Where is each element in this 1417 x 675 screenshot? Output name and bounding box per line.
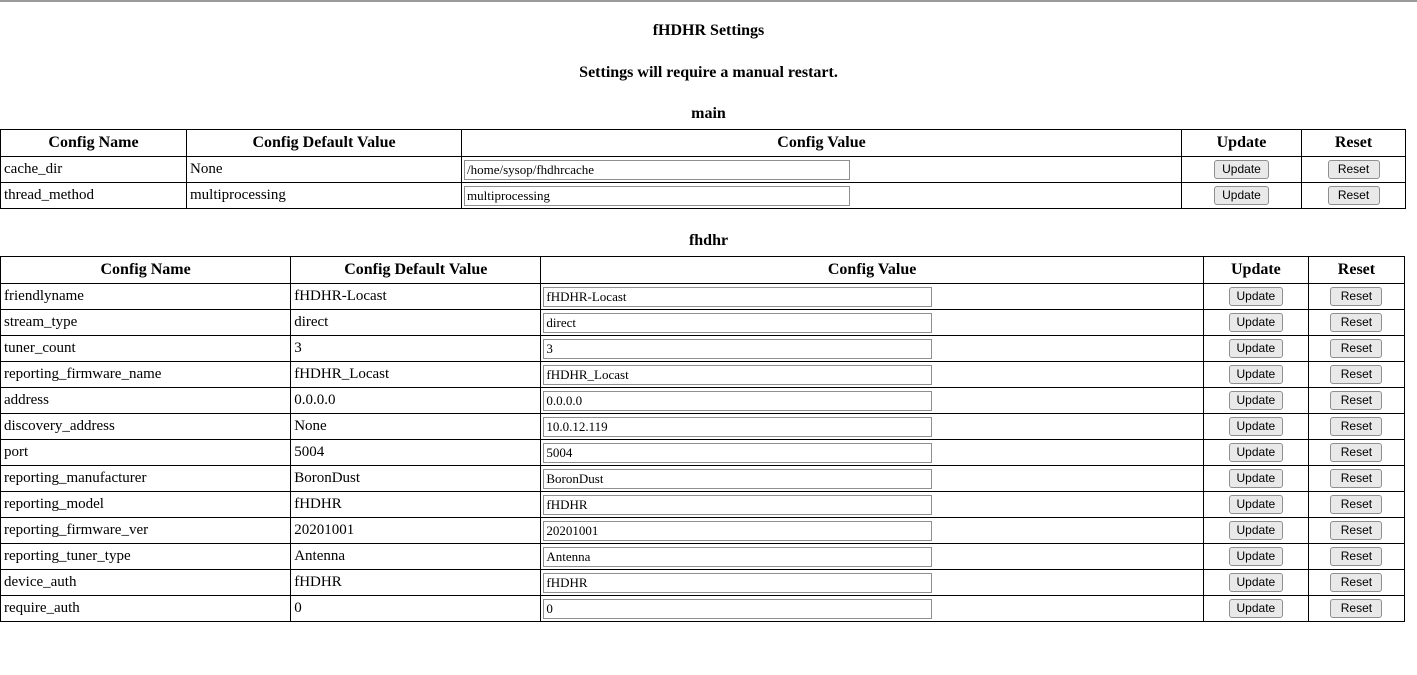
reset-button[interactable]: Reset [1330,443,1382,462]
reset-button[interactable]: Reset [1330,573,1382,592]
column-header-name: Config Name [1,130,187,157]
page-title: fHDHR Settings [652,22,765,39]
config-default-cell: multiprocessing [187,183,462,209]
config-value-input[interactable] [543,495,932,515]
config-name-cell: reporting_manufacturer [1,466,291,492]
reset-cell [1308,336,1404,362]
reset-cell [1308,544,1404,570]
table-row [1,414,1405,440]
config-value-input[interactable] [464,160,850,180]
update-cell [1182,157,1302,183]
table-row [1,310,1405,336]
reset-button[interactable]: Reset [1330,495,1382,514]
update-cell [1203,492,1308,518]
config-default-cell: 20201001 [291,518,541,544]
table-header-row [1,257,1405,284]
table-row [1,440,1405,466]
section-title-fhdhr: fhdhr [688,232,729,249]
config-default-cell: Antenna [291,544,541,570]
config-value-input[interactable] [543,521,932,541]
config-default-cell: fHDHR [291,492,541,518]
config-name-cell: thread_method [1,183,187,209]
config-value-cell [462,183,1182,209]
reset-button[interactable]: Reset [1330,599,1382,618]
reset-button[interactable]: Reset [1330,521,1382,540]
reset-cell [1308,596,1404,622]
config-default-cell: 3 [291,336,541,362]
update-cell [1203,518,1308,544]
update-cell [1203,388,1308,414]
update-cell [1182,183,1302,209]
table-row [1,388,1405,414]
config-value-cell [541,310,1203,336]
config-default-cell: 5004 [291,440,541,466]
config-value-cell [541,388,1203,414]
reset-cell [1308,440,1404,466]
update-button[interactable]: Update [1229,547,1284,566]
reset-button[interactable]: Reset [1330,313,1382,332]
config-value-input[interactable] [464,186,850,206]
update-cell [1203,466,1308,492]
reset-button[interactable]: Reset [1330,287,1382,306]
table-row [1,570,1405,596]
update-button[interactable]: Update [1229,391,1284,410]
config-default-cell: 0.0.0.0 [291,388,541,414]
config-value-cell [541,414,1203,440]
reset-cell [1308,362,1404,388]
section-title-main: main [691,105,726,122]
config-value-input[interactable] [543,391,932,411]
config-value-cell [541,440,1203,466]
table-row [1,157,1406,183]
page-subtitle: Settings will require a manual restart. [579,64,838,81]
update-button[interactable]: Update [1229,521,1284,540]
config-value-input[interactable] [543,417,932,437]
config-default-cell: fHDHR_Locast [291,362,541,388]
update-button[interactable]: Update [1229,495,1284,514]
config-default-cell: BoronDust [291,466,541,492]
table-row [1,518,1405,544]
config-value-input[interactable] [543,547,932,567]
config-name-cell: address [1,388,291,414]
config-name-cell: reporting_firmware_name [1,362,291,388]
config-name-cell: reporting_firmware_ver [1,518,291,544]
column-header-update: Update [1203,257,1308,284]
update-button[interactable]: Update [1229,443,1284,462]
config-name-cell: discovery_address [1,414,291,440]
config-value-cell [541,362,1203,388]
update-button[interactable]: Update [1229,339,1284,358]
config-name-cell: reporting_model [1,492,291,518]
config-value-cell [541,596,1203,622]
update-button[interactable]: Update [1229,469,1284,488]
settings-table-fhdhr [0,256,1405,622]
update-cell [1203,336,1308,362]
column-header-name: Config Name [1,257,291,284]
config-value-input[interactable] [543,443,932,463]
config-name-cell: device_auth [1,570,291,596]
reset-cell [1308,388,1404,414]
config-default-cell: fHDHR [291,570,541,596]
reset-button[interactable]: Reset [1330,365,1382,384]
update-button[interactable]: Update [1214,186,1269,205]
config-value-cell [541,518,1203,544]
column-header-value: Config Value [462,130,1182,157]
column-header-default: Config Default Value [187,130,462,157]
config-default-cell: fHDHR-Locast [291,284,541,310]
top-divider [0,0,1417,2]
reset-button[interactable]: Reset [1330,417,1382,436]
reset-cell [1308,492,1404,518]
config-value-cell [541,492,1203,518]
reset-cell [1302,157,1406,183]
update-cell [1203,310,1308,336]
reset-button[interactable]: Reset [1330,547,1382,566]
table-row [1,362,1405,388]
config-value-input[interactable] [543,469,932,489]
config-value-input[interactable] [543,365,932,385]
update-cell [1203,284,1308,310]
config-value-cell [541,570,1203,596]
reset-button[interactable]: Reset [1330,339,1382,358]
config-default-cell: 0 [291,596,541,622]
reset-button[interactable]: Reset [1328,186,1380,205]
reset-cell [1308,518,1404,544]
config-value-cell [541,544,1203,570]
config-value-cell [462,157,1182,183]
config-default-cell: None [291,414,541,440]
config-value-cell [541,336,1203,362]
column-header-reset: Reset [1302,130,1406,157]
config-value-input[interactable] [543,287,932,307]
config-name-cell: tuner_count [1,336,291,362]
update-cell [1203,596,1308,622]
update-cell [1203,570,1308,596]
config-name-cell: friendlyname [1,284,291,310]
column-header-value: Config Value [541,257,1203,284]
column-header-reset: Reset [1308,257,1404,284]
config-name-cell: cache_dir [1,157,187,183]
reset-cell [1308,414,1404,440]
reset-cell [1308,466,1404,492]
config-name-cell: stream_type [1,310,291,336]
update-button[interactable]: Update [1229,573,1284,592]
column-header-default: Config Default Value [291,257,541,284]
config-value-input[interactable] [543,573,932,593]
config-default-cell: direct [291,310,541,336]
update-button[interactable]: Update [1229,599,1284,618]
table-row [1,596,1405,622]
reset-cell [1308,310,1404,336]
table-row [1,466,1405,492]
settings-table-main [0,129,1406,209]
column-header-update: Update [1182,130,1302,157]
config-value-input[interactable] [543,599,932,619]
update-button[interactable]: Update [1229,365,1284,384]
config-value-input[interactable] [543,313,932,333]
reset-button[interactable]: Reset [1330,469,1382,488]
update-cell [1203,362,1308,388]
config-name-cell: port [1,440,291,466]
config-value-cell [541,466,1203,492]
update-button[interactable]: Update [1229,313,1284,332]
table-row [1,183,1406,209]
config-value-input[interactable] [543,339,932,359]
config-name-cell: reporting_tuner_type [1,544,291,570]
table-row [1,284,1405,310]
update-cell [1203,544,1308,570]
table-row [1,336,1405,362]
table-row [1,544,1405,570]
update-button[interactable]: Update [1229,417,1284,436]
table-header-row [1,130,1406,157]
update-cell [1203,414,1308,440]
reset-button[interactable]: Reset [1328,160,1380,179]
reset-button[interactable]: Reset [1330,391,1382,410]
update-button[interactable]: Update [1229,287,1284,306]
config-name-cell: require_auth [1,596,291,622]
config-default-cell: None [187,157,462,183]
update-cell [1203,440,1308,466]
reset-cell [1308,284,1404,310]
config-value-cell [541,284,1203,310]
table-row [1,492,1405,518]
reset-cell [1308,570,1404,596]
reset-cell [1302,183,1406,209]
update-button[interactable]: Update [1214,160,1269,179]
